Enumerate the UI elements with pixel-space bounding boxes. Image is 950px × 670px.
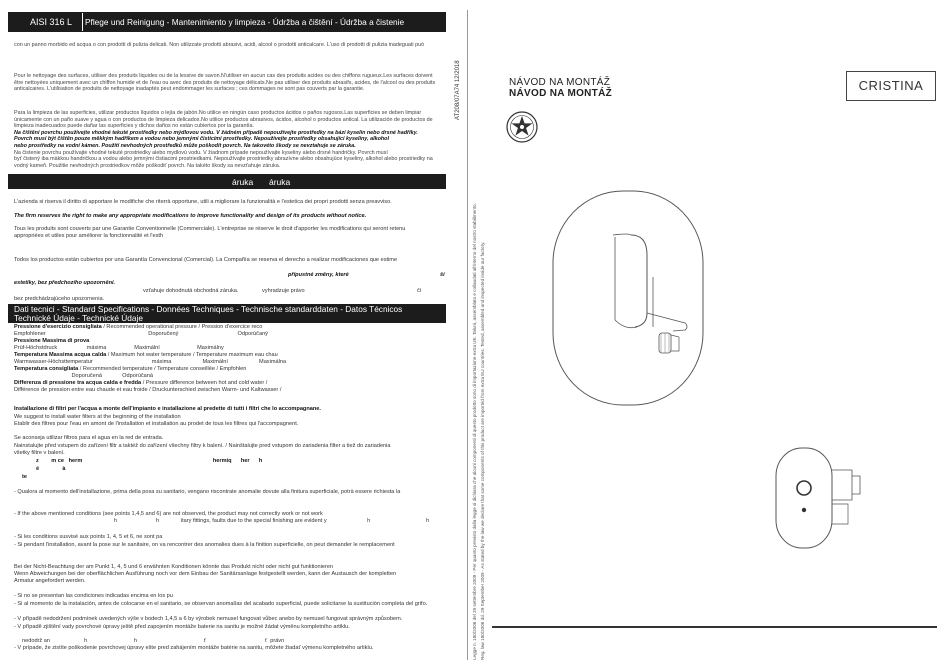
warranty-label-1: áruka bbox=[232, 177, 254, 187]
conditions-it: - Qualora al momento dell'installazione, prima della posa su sanitario, vengano riscontrate anomalie dovute alla finitura superficiale, potrà essere richiesta la bbox=[14, 489, 401, 495]
assembly-title-2: NÁVOD NA MONTÁŽ bbox=[509, 88, 613, 99]
tech-row: Différence de pression entre eau chaude et eau froide / Druckunterschied zwischen Warm- und Kaltwasser / bbox=[14, 387, 282, 393]
install-fragment-3: te bbox=[22, 474, 27, 480]
conditions-sk-1: - V prípade, že zistíte poškodenie povrchovej úpravy ešte pred zahájením montáže batérie na sanitu, môžete žiadať výmenu kompletného artiklu. bbox=[14, 645, 374, 651]
tech-section-bar bbox=[8, 304, 446, 323]
tech-title-line-2: Technické Údaje - Technické Údaje bbox=[14, 313, 143, 323]
warranty-cz-b: ší bbox=[440, 272, 445, 278]
warranty-section-bar bbox=[8, 174, 446, 189]
care-text-fr: Pour le nettoyage des surfaces, utiliser des produits liquides ou de la lessive de savon.N'utiliser en aucun cas des produits acides ou des chiffons rugueux.Les surfaces doivent être nettoyées uniquement avec un chiffon humide et de l'eau ou avec des produits de nettoyage délicats.Ne pas utiliser des produits abrasifs, acides, de l'alcool ou des produits anticalcaires. L'utilisation de produits de nettoyage inadaptés peut endommager les surfaces ; ces dommages ne sont pas couverts par la garantie. bbox=[14, 73, 436, 93]
conditions-de-2: Wenn Abweichungen bei der oberflächlichen Ausführung noch vor dem Einbau der Sanitärsanlage festgestellt werden, kann der Austausch der kompletten bbox=[14, 571, 397, 577]
bottom-rule bbox=[492, 626, 937, 628]
tech-row: Prüf-Höchstdruck máxima Maximální Maximálny bbox=[14, 345, 224, 351]
install-en: We suggest to install water filters at the beginning of the installation bbox=[14, 414, 181, 420]
install-heading: Installazione di filtri per l'acqua a monte dell'impianto e installazione al predette di tutti i filtri che lo accompagnane. bbox=[14, 406, 321, 412]
tech-spec-table bbox=[14, 324, 446, 394]
tech-row: Differenza di pressione tra acqua calda e fredda / Pressure difference between hot and cold water / bbox=[14, 380, 268, 386]
install-fr: Etablir des filtres pour l'eau en amont de l'installation et installation au prodet de tous les filtres qui l'accompagnent. bbox=[14, 421, 299, 427]
warranty-label-2: áruka bbox=[269, 177, 291, 187]
vertical-legal-en: Reg. law 180/2006 dd. 29 September 2009 - As stated by the law we declare that some components of this product are imported from extra EU countries. Tested, assembled and inspected inside our factory. bbox=[480, 241, 485, 660]
assembly-title-1: NÁVOD NA MONTÁŽ bbox=[509, 77, 611, 88]
install-cz-2: všetky filtre v balení. bbox=[14, 450, 65, 456]
install-cz-1: Nainstalujte před vstupem do zařízení filtr a taktéž do zařízení všechny filtry k balení. / Nainštalujte pred vstupom do zariadenia filter a tiež do zariadenia bbox=[14, 443, 391, 449]
shower-mixer-side-drawing bbox=[770, 440, 870, 570]
warranty-sk-a: vzťahuje dohodnutá obchodná záruka. bbox=[143, 288, 239, 294]
star-seal-icon bbox=[505, 110, 539, 144]
conditions-fr-1: - Si les conditions susvisé aux points 1, 4, 5 et 6, ne sont pa bbox=[14, 534, 163, 540]
install-fragment-1: z m ce herm hermiq her h bbox=[36, 458, 263, 464]
conditions-de-1: Bei der Nicht-Beachtung der am Punkt 1, 4, 5 und 6 erwähnten Konditionen könnte das Produkt nicht oder nicht gut funktionieren bbox=[14, 564, 334, 570]
warranty-fr: Tous les produits sont couverts par une Garantie Conventionnelle (Commerciale). L'entreprise se réserve le droit d'apporter les modifications qui seront retenu appropriées et utiles pour améliorer la fonctionnalité et l'esth bbox=[14, 226, 406, 239]
conditions-es-1: - Si no se presentan las condiciones indicadas encima en los pu bbox=[14, 593, 173, 599]
conditions-cz-1: - V případě nedodržení podmínek uvedených výše v bodech 1,4,5 a 6 by výrobek nemusel fungovat vůbec anebo by nemusel fungovat správným způsobem. bbox=[14, 616, 403, 622]
install-es: Se aconseja utilizar filtros para el agua en la red de entrada. bbox=[14, 435, 164, 441]
tech-row: Empfohlener Doporučený Odporúčaný bbox=[14, 331, 268, 337]
vertical-document-code: AT208/07A74 12/2018 bbox=[455, 60, 461, 120]
conditions-sk-fragment: nedodrž an h h ť ť právn bbox=[22, 638, 285, 644]
tech-title-line-1: Dati tecnici - Standard Specifications - Données Techniques - Technische standarddaten - Datos Técnicos bbox=[14, 304, 403, 314]
conditions-fr-2: - Si pendant l'installation, avant la pose sur le sanitaire, on va rencontrer des anomalies dues à la finition superficielle, on peut demander le remplacement bbox=[14, 542, 395, 548]
vertical-legal-it: Legge n. 180/2006 del 29 settembre 2009 - Per quanto previsto dalla legge si dichiara che alcuni componenti di questo prodotto sono di importazione extra UE. Taluni, assemblato e collaudati all'interno del nostro stabilimento. bbox=[472, 203, 477, 660]
conditions-en-fragment: h h itary fittings, faults due to the special finishing are evident y h h bbox=[114, 518, 430, 524]
warranty-it: L'azienda si riserva il diritto di apportare le modifiche che riterrà opportune, utili a migliorare la funzionalità e l'estetica dei propri prodotti senza preavviso. bbox=[14, 199, 392, 205]
tech-row: Pressione d'esercizio consigliata / Recommended operational pressure / Pression d'exercice reco bbox=[14, 324, 263, 330]
tech-row: Doporučená Odporúčaná bbox=[14, 373, 153, 379]
warranty-sk-c: čí bbox=[417, 288, 422, 294]
tech-row: Warmwasser-Höchsttemperatur máxima Maximální Maximálna bbox=[14, 359, 287, 365]
header-divider bbox=[82, 13, 83, 31]
warranty-cz-c: estetiky, bez předchozího upozornění. bbox=[14, 280, 116, 286]
tech-row: Temperatura Massima acqua calda / Maximum hot water temperature / Temperature maximum eau chau bbox=[14, 352, 278, 358]
warranty-sk-d: bez predchádzajúceho upozornenia. bbox=[14, 296, 105, 302]
conditions-es-2: - Si al momento de la instalación, antes de colocarse en el sanitario, se observan anomalías del acabado superficial, puede solicitarse la sustitución completa del grifo. bbox=[14, 601, 428, 607]
care-section-title: Pflege und Reinigung - Mantenimiento y limpieza - Údržba a čištění - Údržba a čistenie bbox=[85, 17, 405, 27]
tech-row: Pressione Massima di prova bbox=[14, 338, 90, 344]
warranty-es: Todos los productos están cubiertos por una Garantía Convencional (Comercial). La Compañía se reserva el derecho a realizar modificaciones que estime bbox=[14, 257, 398, 263]
material-code: AISI 316 L bbox=[30, 17, 73, 27]
conditions-cz-2: - V případě zjištění vady povrchové úpravy ještě před zapojením montáže baterie na sanitu je možné žádat výměnu kompletního artiklu. bbox=[14, 624, 350, 630]
warranty-cz-a: přípustné změny, které bbox=[288, 272, 349, 278]
warranty-en: The firm reserves the right to make any appropriate modifications to improve functionality and design of its products without notice. bbox=[14, 213, 367, 219]
care-text-es: Para la limpieza de las superficies, utilizar productos líquidos o lejía de jabón.No utilice en ningún caso productos ácidos o paños rugosos.Las superficies se deben limpiar únicamente con un paño suave y agua o con productos de limpieza delicados.No utilice productos abrasivos, ácidos, alcohol o productos antical. La utilización de productos de limpieza inadecuados puede dañar las superficies y dichos daños no están cubiertos por la garantía. Na čištění povrchu používejte vhodné tekuté prostředky nebo mýdlovou vodu. V žádném případě nepoužívejte prostředky na bázi kyselin nebo drsné hadříky. Povrch musí být čištěn pouze měkkým hadříkem a vodou nebo jemnými čisticími prostředky. Nepoužívejte prostředky obsahující kyseliny, alkohol nebo prostředky na vodní kámen. Použití nevhodných prostředků může poškodit povrch. Na takovéto škody se nevztahuje se záruka. Na čistenie povrchu používajte vhodné tekuté prostriedky alebo mydlovú vodu. V žiadnom prípade nepoužívajte kyseliny alebo drsné handričky. Povrch musí byť čistený iba mäkkou handričkou a vodou alebo jemnými čistiacimi prostriedkami. Nepoužívajte prostriedky abrazívne alebo obsahujúce kyseliny, alkohol alebo prostriedky na vodný kameň. Použitie nevhodných prostriedkov môže poškodiť povrch. Na takéto škody sa nevzťahuje záruka. bbox=[14, 110, 433, 169]
warranty-sk-b: vyhradzuje právo bbox=[262, 288, 305, 294]
shower-mixer-front-drawing bbox=[545, 185, 715, 425]
column-divider bbox=[467, 10, 468, 660]
conditions-en: - If the above mentioned conditions (see points 1,4,5 and 6) are not observed, the product may not correctly work or not work bbox=[14, 511, 323, 517]
conditions-de-3: Armatur angefordert werden. bbox=[14, 578, 86, 584]
care-text-it: con un panno morbido ed acqua o con prodotti di pulizia delicati. Non utilizzate prodotti abrasivi, acidi, alcool o prodotti anticalcare. L'uso di prodotti di pulizia inadeguati può bbox=[14, 42, 425, 48]
install-fragment-2: é à bbox=[36, 466, 66, 472]
brand-logo: CRISTINA bbox=[846, 71, 936, 101]
tech-row: Temperatura consigliata / Recommended temperature / Temperature conseillée / Empfohlen bbox=[14, 366, 247, 372]
